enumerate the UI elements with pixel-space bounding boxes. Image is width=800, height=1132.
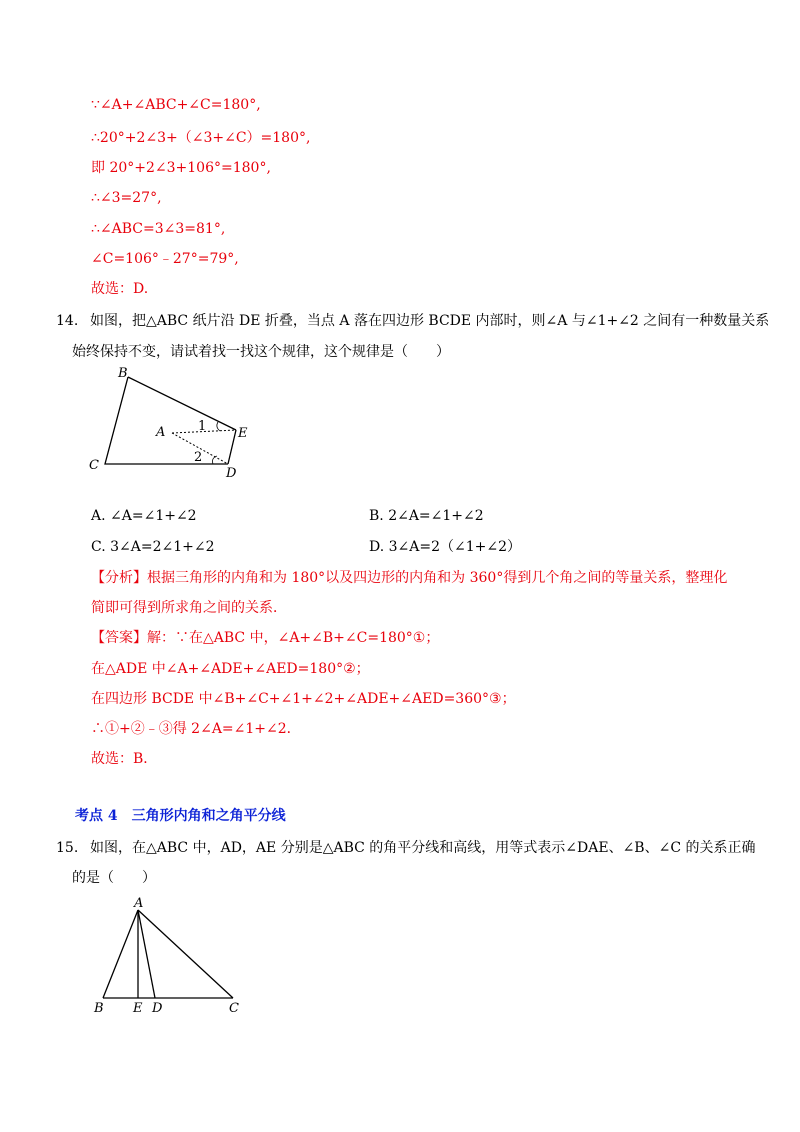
q15-text-line-1: 如图，在△ABC 中，AD，AE 分别是△ABC 的角平分线和高线，用等式表示∠DAE、∠B、∠C 的关系正确 [90, 840, 756, 856]
q14-option-b[interactable]: B. 2∠A=∠1+∠2 [369, 508, 484, 524]
q14-answer-line-1: 【答案】解：∵在△ABC 中，∠A+∠B+∠C=180°①； [91, 630, 440, 646]
q14-label-d: D [226, 466, 237, 481]
solution-line-4: ∴∠3=27°, [91, 190, 162, 206]
q14-text-line-1: 如图，把△ABC 纸片沿 DE 折叠，当点 A 落在四边形 BCDE 内部时，则∠A 与∠1+∠2 之间有一种数量关系 [90, 313, 770, 329]
solution-line-2: ∴20°+2∠3+（∠3+∠C）=180°, [91, 130, 311, 146]
q14-label-1: 1 [198, 419, 207, 434]
q14-option-c[interactable]: C. 3∠A=2∠1+∠2 [91, 539, 215, 555]
q14-answer-line-4: ∴①+②﹣③得 2∠A=∠1+∠2． [91, 721, 301, 737]
solution-line-6: ∠C=106°﹣27°=79°, [91, 251, 239, 267]
q15-figure [85, 890, 255, 1020]
q14-label-e: E [238, 426, 248, 441]
q14-edge-bcd [105, 377, 228, 464]
q15-text-line-2: 的是（ ） [72, 870, 156, 886]
q14-label-2: 2 [194, 450, 203, 465]
q14-option-a[interactable]: A. ∠A=∠1+∠2 [91, 508, 197, 524]
q14-angle-2-arc [213, 456, 218, 464]
q14-label-c: C [89, 458, 99, 473]
q14-answer-line-3: 在四边形 BCDE 中∠B+∠C+∠1+∠2+∠ADE+∠AED=360°③； [91, 691, 516, 707]
section-title: 考点 4 三角形内角和之角平分线 [75, 808, 286, 824]
q14-angle-1-arc [217, 422, 220, 431]
solution-line-7: 故选：D. [91, 281, 149, 297]
q14-edge-be [128, 377, 236, 430]
q14-option-d[interactable]: D. 3∠A=2（∠1+∠2） [369, 539, 522, 555]
q15-label-d: D [152, 1001, 163, 1016]
q14-figure [80, 360, 270, 485]
q15-edge-ab [103, 910, 138, 998]
q15-label-e: E [133, 1001, 143, 1016]
solution-line-3: 即 20°+2∠3+106°=180°, [91, 160, 271, 176]
q14-answer-line-2: 在△ADE 中∠A+∠ADE+∠AED=180°②； [91, 661, 370, 677]
q15-label-a: A [134, 896, 144, 911]
q15-number: 15. [56, 840, 79, 856]
solution-line-5: ∴∠ABC=3∠3=81°, [91, 221, 226, 237]
q15-label-b: B [94, 1001, 104, 1016]
q14-number: 14. [56, 313, 79, 329]
q14-analysis-line-2: 简即可得到所求角之间的关系． [91, 600, 287, 616]
q14-label-a: A [156, 425, 166, 440]
q14-label-b: B [118, 366, 128, 381]
q14-edge-ed [228, 430, 236, 464]
q14-analysis-line-1: 【分析】根据三角形的内角和为 180°以及四边形的内角和为 360°得到几个角之间的等量关系，整理化 [91, 570, 728, 586]
q14-answer-line-5: 故选：B． [91, 751, 158, 767]
q14-text-line-2: 始终保持不变，请试着找一找这个规律，这个规律是（ ） [72, 344, 450, 360]
solution-line-1: ∵∠A+∠ABC+∠C=180°, [91, 97, 261, 113]
q15-label-c: C [229, 1001, 239, 1016]
